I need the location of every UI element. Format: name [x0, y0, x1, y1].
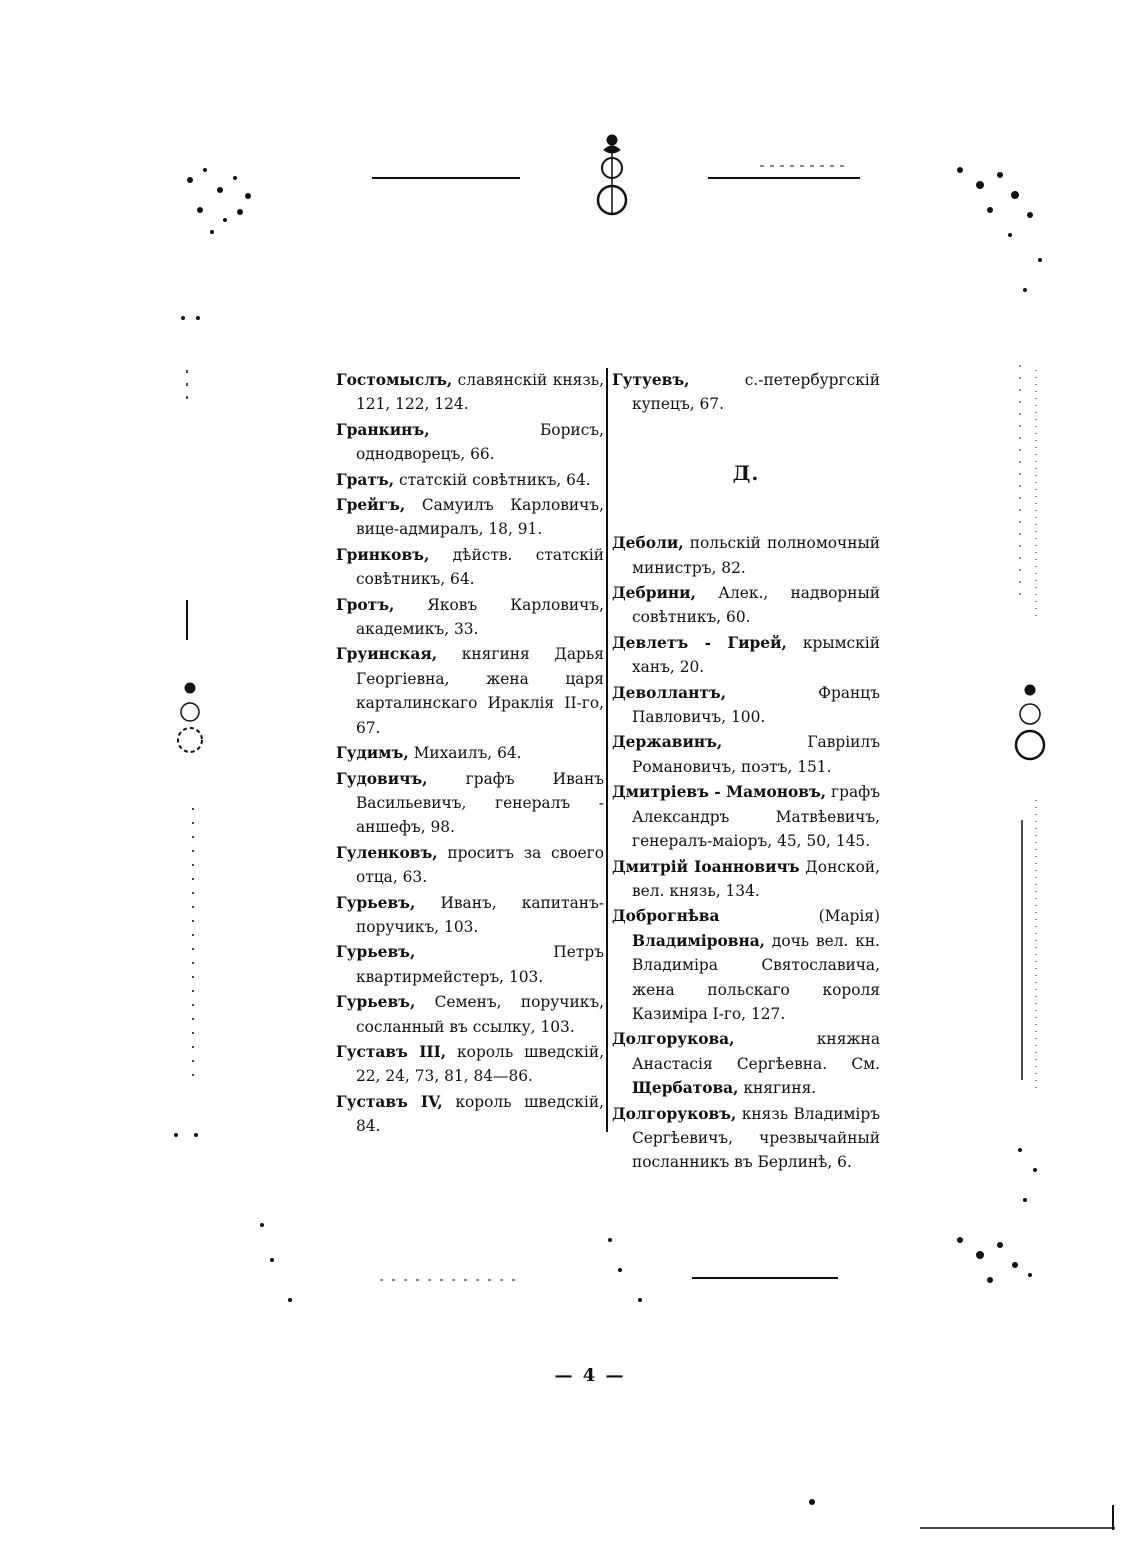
index-entry — [336, 642, 604, 740]
entry-headword: Гурьевъ, — [336, 943, 416, 962]
index-entry — [612, 581, 880, 630]
entry-headword: Дебрини, — [612, 584, 696, 603]
index-entry — [336, 493, 604, 542]
entry-headword: Гудовичъ, — [336, 769, 428, 788]
index-entry — [336, 940, 604, 989]
entry-text: княгиня. — [738, 1079, 817, 1098]
entry-headword: Дмитріевъ - Мамоновъ, — [612, 783, 827, 802]
section-letter: Д. — [732, 460, 760, 485]
entry-text: Михаилъ, 64. — [408, 744, 522, 763]
entry-headword: Гутуевъ, — [612, 371, 690, 389]
entry-text: Францъ Павловичъ, 100. — [632, 683, 880, 727]
entry-headword: Гранкинъ, — [336, 420, 430, 439]
index-entry — [336, 468, 604, 492]
index-entry — [336, 841, 604, 890]
entry-headword: Долгорукова, — [612, 1030, 735, 1049]
entry-headword: Державинъ, — [612, 733, 723, 752]
entry-headword: Гурьевъ, — [336, 893, 416, 912]
entry-headword: Гуленковъ, — [336, 843, 438, 862]
entry-text: проситъ за своего отца, 63. — [356, 843, 604, 887]
entry-text: графъ Иванъ Васильевичъ, генералъ - аншефъ, 98. — [356, 769, 604, 837]
index-column-right — [612, 368, 880, 1176]
entry-headword: Гудимъ, — [336, 744, 409, 763]
entry-headword: Груинская, — [336, 645, 438, 664]
entry-text: Семенъ, поручикъ, сосланный въ ссылку, 103. — [356, 993, 604, 1036]
index-entry — [336, 368, 604, 417]
index-entry — [612, 904, 880, 1026]
crown-monogram-icon — [598, 135, 626, 215]
entry-text: дѣйств. статскій совѣтникъ, 64. — [356, 545, 604, 589]
entry-headword: Гротъ, — [336, 595, 395, 614]
entry-text: король шведскій, 22, 24, 73, 81, 84—86. — [356, 1042, 604, 1086]
entry-headword: Доброгнѣва — [612, 907, 720, 926]
index-entry — [612, 531, 880, 580]
entry-headword: Деволлантъ, — [612, 683, 727, 702]
page-number: — 4 — — [554, 1365, 626, 1386]
index-entry — [612, 681, 880, 730]
index-entry — [336, 990, 604, 1039]
index-entry — [336, 543, 604, 592]
entry-text: с.-петербургскій купецъ, 67. — [632, 371, 880, 414]
entry-headword: Гратъ, — [336, 470, 395, 489]
index-entry — [612, 855, 880, 904]
entry-headword: Дмитрій Іоанновичъ — [612, 857, 800, 876]
entry-text: (Марія) — [719, 907, 880, 926]
entry-text: польскій полномочный министръ, 82. — [632, 534, 880, 577]
index-entry — [336, 1090, 604, 1139]
entry-headword: Густавъ IV, — [336, 1092, 443, 1111]
entry-headword: Гурьевъ, — [336, 993, 416, 1012]
index-entry — [612, 730, 880, 779]
entry-headword: Щербатова, — [632, 1079, 739, 1098]
index-column-left — [336, 368, 604, 1140]
entry-headword: Владиміровна, — [632, 931, 766, 950]
index-entry — [612, 1102, 880, 1175]
index-entry — [612, 780, 880, 853]
entry-text: Алек., надворный совѣтникъ, 60. — [632, 584, 880, 627]
entry-text: Гавріилъ Романовичъ, поэтъ, 151. — [632, 733, 880, 776]
entry-text: Петръ квартирмейстеръ, 103. — [356, 943, 604, 986]
index-entry — [336, 891, 604, 940]
entry-headword: Гостомыслъ, — [336, 371, 453, 389]
entry-text: Борисъ, однодворецъ, 66. — [356, 420, 604, 464]
entry-headword: Девлетъ - Гирей, — [612, 633, 787, 652]
entry-text: Яковъ Карловичъ, академикъ, 33. — [356, 595, 604, 639]
index-entry — [612, 1027, 880, 1100]
entry-text: Иванъ, капитанъ-поручикъ, 103. — [356, 893, 604, 936]
entry-text: графъ Александръ Матвѣевичъ, генералъ-маіоръ, 45, 50, 145. — [632, 783, 880, 851]
index-entry — [336, 418, 604, 467]
entry-text: крымскій ханъ, 20. — [632, 633, 880, 677]
entry-headword: Гринковъ, — [336, 545, 430, 564]
entry-text: княжна Анастасія Сергѣевна. См. — [632, 1030, 880, 1073]
entry-text: Донской, вел. князь, 134. — [632, 857, 880, 900]
index-entry — [336, 593, 604, 642]
entry-headword: Долгоруковъ, — [612, 1104, 737, 1123]
entry-text: Самуилъ Карловичъ, вице-адмиралъ, 18, 91. — [356, 496, 604, 539]
entry-text: дочь вел. кн. Владиміра Святославича, жена польскаго короля Казиміра I-го, 127. — [632, 931, 880, 1023]
entry-text: король шведскій, 84. — [356, 1092, 604, 1136]
entry-headword: Густавъ III, — [336, 1042, 447, 1061]
entry-headword: Деболи, — [612, 534, 684, 553]
entry-headword: Грейгъ, — [336, 496, 406, 515]
index-entry — [612, 631, 880, 680]
index-entry — [336, 1040, 604, 1089]
entry-text: князь Владиміръ Сергѣевичъ, чрезвычайный посланникъ въ Берлинѣ, 6. — [632, 1104, 880, 1172]
entry-text: славянскій князь, 121, 122, 124. — [356, 371, 604, 414]
index-entry — [612, 368, 880, 417]
index-entry — [336, 767, 604, 840]
entry-text: княгиня Дарья Георгіевна, жена царя карталинскаго Ираклія II-го, 67. — [356, 645, 604, 737]
floral-corner-icon — [174, 167, 1042, 1505]
entry-text: статскій совѣтникъ, 64. — [394, 470, 591, 489]
column-divider — [606, 368, 608, 1132]
index-entry — [336, 741, 604, 765]
